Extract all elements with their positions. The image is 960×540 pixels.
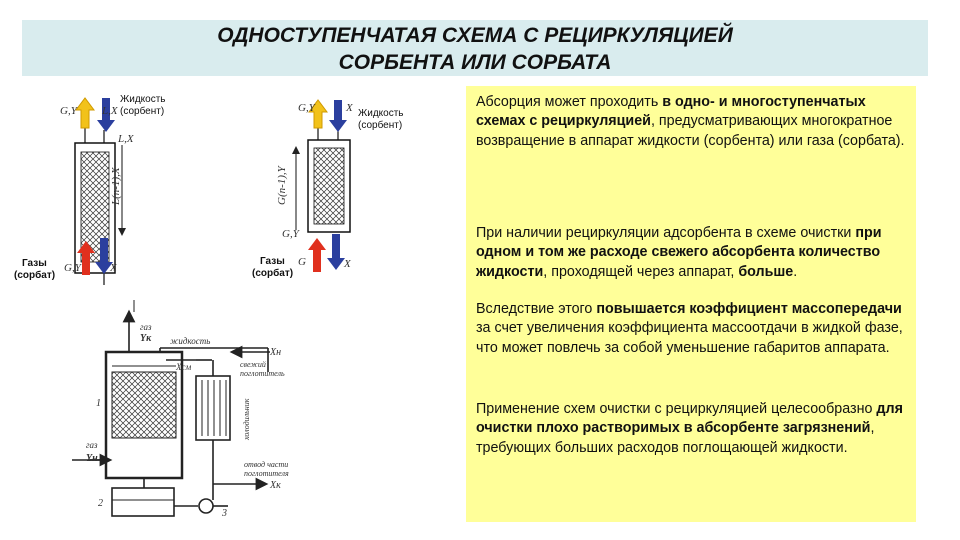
p4-run-1: для очистки плохо растворимых в абсорбенте загрязнений bbox=[476, 401, 903, 437]
p4-run-0: Применение схем очистки с рециркуляцией целесообразно bbox=[476, 401, 877, 417]
d1-liquid-label: Жидкость (сорбент) bbox=[120, 94, 166, 117]
d3-gas-in-label: газ bbox=[86, 440, 98, 450]
p3-run-2: за счет увеличения коэффициента массоотдачи в жидкой фазе, что может повлечь за собой уменьшение габаритов аппарата. bbox=[476, 320, 903, 356]
d2-gas-label-2: (сорбат) bbox=[252, 268, 294, 279]
d2-bottom-gas-symbol: G bbox=[298, 256, 306, 268]
d3-number-2: 2 bbox=[98, 498, 103, 509]
packing-2 bbox=[314, 148, 344, 224]
p2-run-2: , проходящей через аппарат, bbox=[543, 263, 739, 280]
d1-gas-label-2: (сорбат) bbox=[14, 270, 56, 281]
p2-run-3: больше bbox=[738, 263, 794, 280]
d3-number-3: 3 bbox=[222, 508, 227, 519]
p1-run-1: в одно- и многоступенчатых схемах с рециркуляцией bbox=[476, 94, 866, 130]
tank bbox=[112, 488, 174, 516]
d3-y-in: Yн bbox=[86, 453, 98, 464]
d1-liquid-out-symbol: L,X bbox=[118, 133, 134, 145]
d1-top-liquid-symbol: L,X bbox=[102, 105, 118, 117]
d3-x-out: Xк bbox=[270, 480, 281, 491]
d3-gas-out-label: газ bbox=[140, 322, 152, 332]
d2-bottom-liquid-symbol: X bbox=[344, 258, 351, 270]
d3-cooler-label: холодильник bbox=[242, 398, 251, 440]
d3-y-out: Yк bbox=[140, 333, 152, 344]
p1-run-2: , предусматривающих многократное возвращение в аппарат жидкости (сорбента) или газа (сорбата). bbox=[476, 113, 905, 149]
d3-x-in: Xн bbox=[270, 347, 282, 358]
diagram-2 bbox=[296, 100, 350, 272]
d1-bottom-gas-symbol: G,Y bbox=[64, 262, 81, 274]
p3-run-1: повышается коэффициент массопередачи bbox=[596, 301, 902, 317]
p3-run-0: Вследствие этого bbox=[476, 301, 597, 317]
pump bbox=[199, 499, 213, 513]
arrow-liquid-in-2 bbox=[329, 100, 347, 132]
d3-number-1: 1 bbox=[96, 398, 101, 409]
d2-top-liquid-symbol: X bbox=[346, 102, 353, 114]
d2-recycle-symbol: G(n-1),Y bbox=[276, 166, 288, 205]
p2-run-0: При наличии рециркуляции адсорбента в схеме очистки bbox=[476, 225, 856, 241]
d1-recycle-symbol: L(n-1),X bbox=[110, 167, 122, 205]
p2-run-4: . bbox=[793, 263, 798, 280]
p4-run-2: , требующих больших расходов поглощающей жидкости. bbox=[476, 420, 875, 456]
diagram-3 bbox=[72, 300, 270, 516]
d2-liquid-label: Жидкость (сорбент) bbox=[358, 108, 404, 131]
arrow-liquid-out-2 bbox=[327, 234, 345, 270]
d3-drain-label: отвод части поглотителя bbox=[244, 460, 289, 478]
d3-liquid-label: жидкость bbox=[170, 336, 211, 346]
p1-run-0: Абсорция может проходить bbox=[476, 94, 663, 110]
p2-run-1: при одном и том же расходе свежего абсорбента количество жидкости bbox=[476, 225, 882, 280]
d1-bottom-liquid-symbol: X bbox=[110, 262, 117, 274]
d1-gas-label-1: Газы bbox=[22, 258, 47, 269]
d1-top-gas-symbol: G,Y bbox=[60, 105, 77, 117]
absorber-packing bbox=[112, 372, 176, 438]
title-line-2: СОРБЕНТА ИЛИ СОРБАТА bbox=[338, 51, 612, 74]
d2-bottom-mid-symbol: G,Y bbox=[282, 228, 299, 240]
title-line-1: ОДНОСТУПЕНЧАТАЯ СХЕМА С РЕЦИРКУЛЯЦИЕЙ bbox=[217, 24, 733, 47]
cooler bbox=[196, 376, 230, 440]
arrow-gas-in-2 bbox=[308, 238, 326, 272]
d3-fresh-label: свежий поглотитель bbox=[240, 360, 285, 378]
d3-x-cm: Xсм bbox=[176, 362, 192, 372]
d2-top-gas-symbol: G,Y bbox=[298, 102, 315, 114]
d2-gas-label-1: Газы bbox=[260, 256, 285, 267]
arrow-gas-out-1 bbox=[76, 98, 94, 128]
